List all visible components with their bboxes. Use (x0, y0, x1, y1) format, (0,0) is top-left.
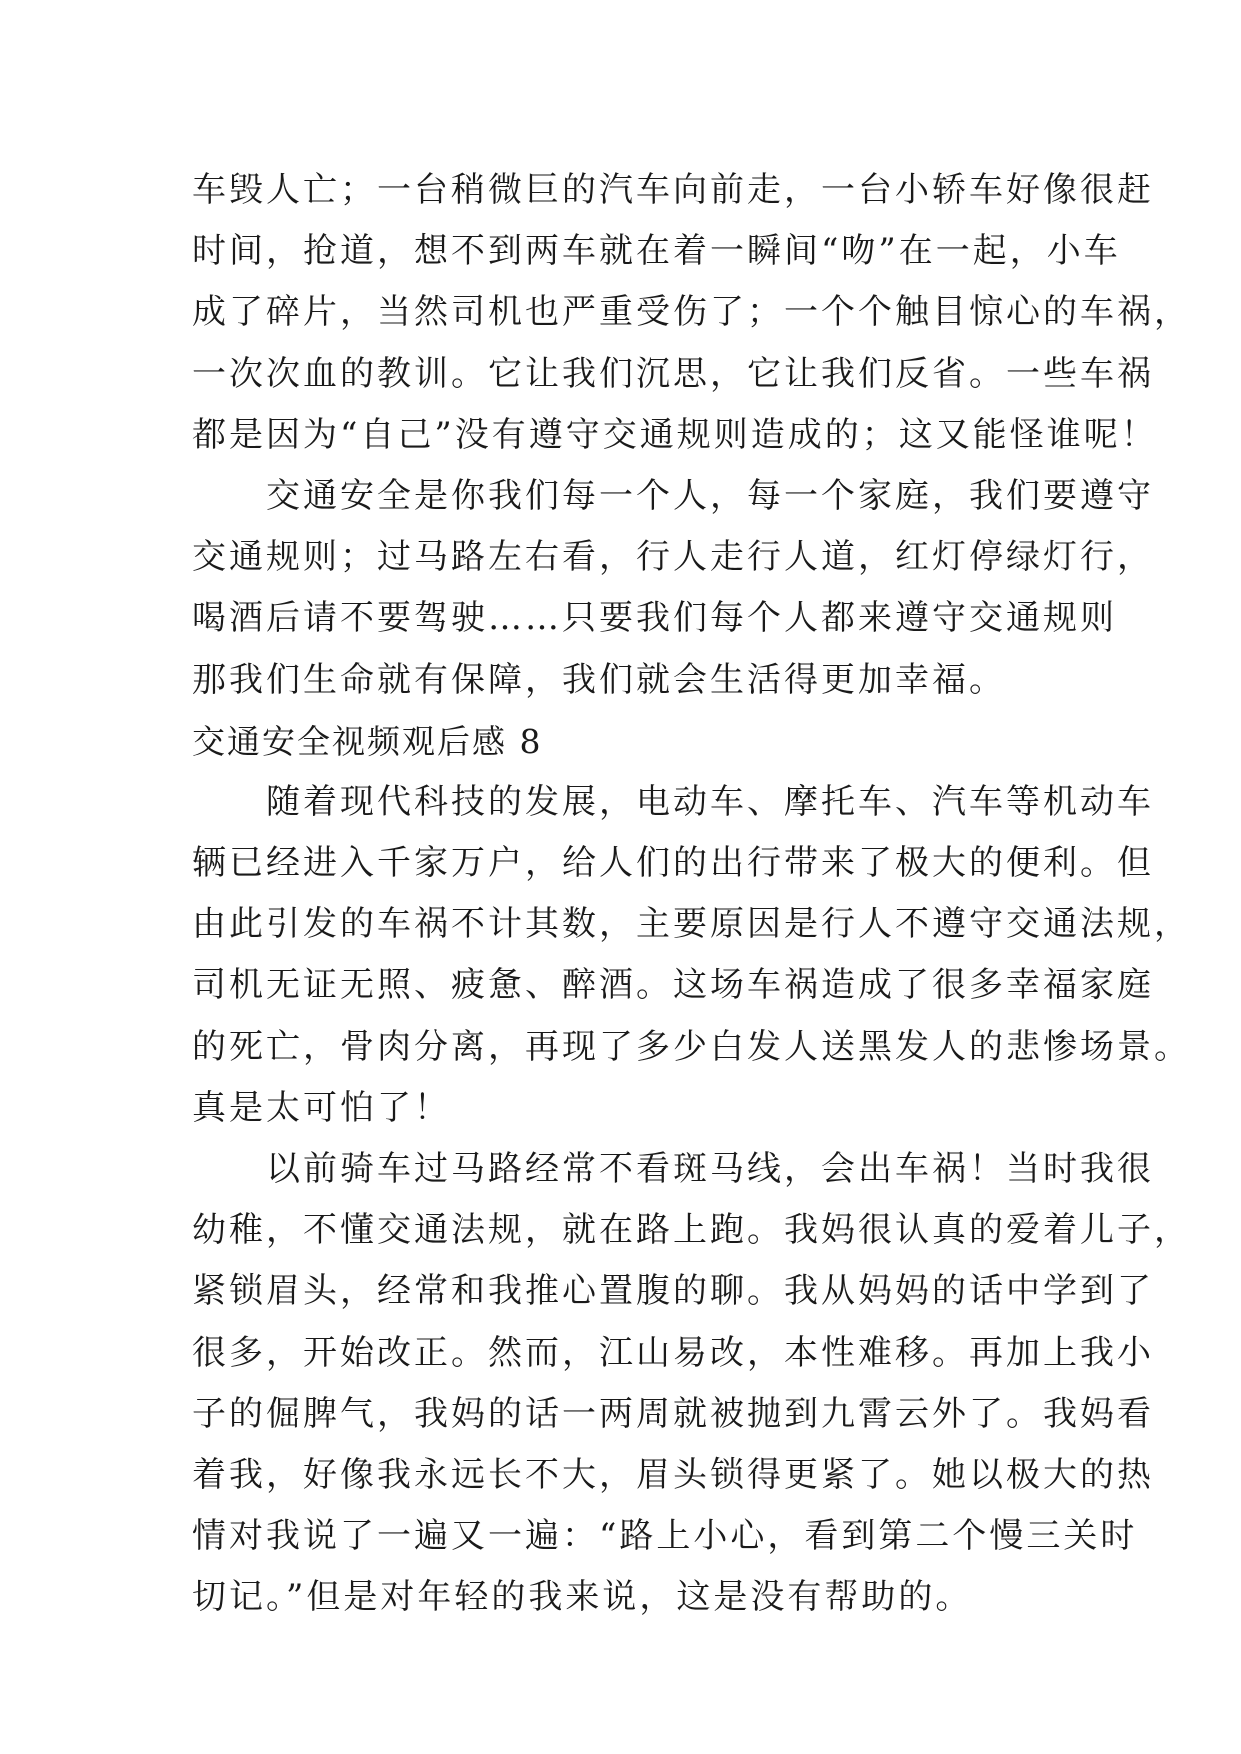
text-line: 幼稚，不懂交通法规，就在路上跑。我妈很认真的爱着儿子， (192, 1210, 1191, 1251)
text-line: 车毁人亡；一台稍微巨的汽车向前走，一台小轿车好像很赶 (192, 170, 1154, 210)
text-line: 那我们生命就有保障，我们就会生活得更加幸福。 (192, 659, 1006, 700)
section-heading: 交通安全视频观后感 8 (192, 721, 543, 761)
text-line: 随着现代科技的发展，电动车、摩托车、汽车等机动车 (192, 781, 1154, 822)
text-line: 都是因为“自己”没有遵守交通规则造成的；这又能怪谁呢！ (192, 414, 1158, 455)
text-line: 交通安全是你我们每一个人，每一个家庭，我们要遵守 (192, 475, 1154, 516)
text-line: 喝酒后请不要驾驶……只要我们每个人都来遵守交通规则 (192, 598, 1117, 639)
text-line: 成了碎片，当然司机也严重受伤了；一个个触目惊心的车祸， (192, 292, 1191, 333)
text-line: 时间，抢道，想不到两车就在着一瞬间“吻”在一起，小车 (192, 231, 1121, 272)
text-line: 司机无证无照、疲惫、醉酒。这场车祸造成了很多幸福家庭 (192, 965, 1154, 1006)
text-line: 的死亡，骨肉分离，再现了多少白发人送黑发人的悲惨场景。 (192, 1026, 1191, 1067)
text-line: 一次次血的教训。它让我们沉思，它让我们反省。一些车祸 (192, 353, 1154, 394)
text-line: 真是太可怕了！ (192, 1087, 451, 1128)
text-line: 以前骑车过马路经常不看斑马线，会出车祸！当时我很 (192, 1149, 1154, 1189)
text-line: 子的倔脾气，我妈的话一两周就被抛到九霄云外了。我妈看 (192, 1393, 1154, 1434)
text-line: 交通规则；过马路左右看，行人走行人道，红灯停绿灯行， (192, 537, 1154, 578)
text-line: 很多，开始改正。然而，江山易改，本性难移。再加上我小 (192, 1332, 1154, 1373)
text-line: 辆已经进入千家万户，给人们的出行带来了极大的便利。但 (192, 843, 1154, 884)
document-body (192, 160, 1191, 1629)
text-line: 着我，好像我永远长不大，眉头锁得更紧了。她以极大的热 (192, 1454, 1154, 1495)
text-line: 紧锁眉头，经常和我推心置腹的聊。我从妈妈的话中学到了 (192, 1271, 1154, 1312)
text-line: 切记。”但是对年轻的我来说，这是没有帮助的。 (192, 1577, 973, 1618)
text-line: 情对我说了一遍又一遍：“路上小心，看到第二个慢三关时 (192, 1516, 1138, 1557)
text-line: 由此引发的车祸不计其数，主要原因是行人不遵守交通法规， (192, 904, 1191, 945)
